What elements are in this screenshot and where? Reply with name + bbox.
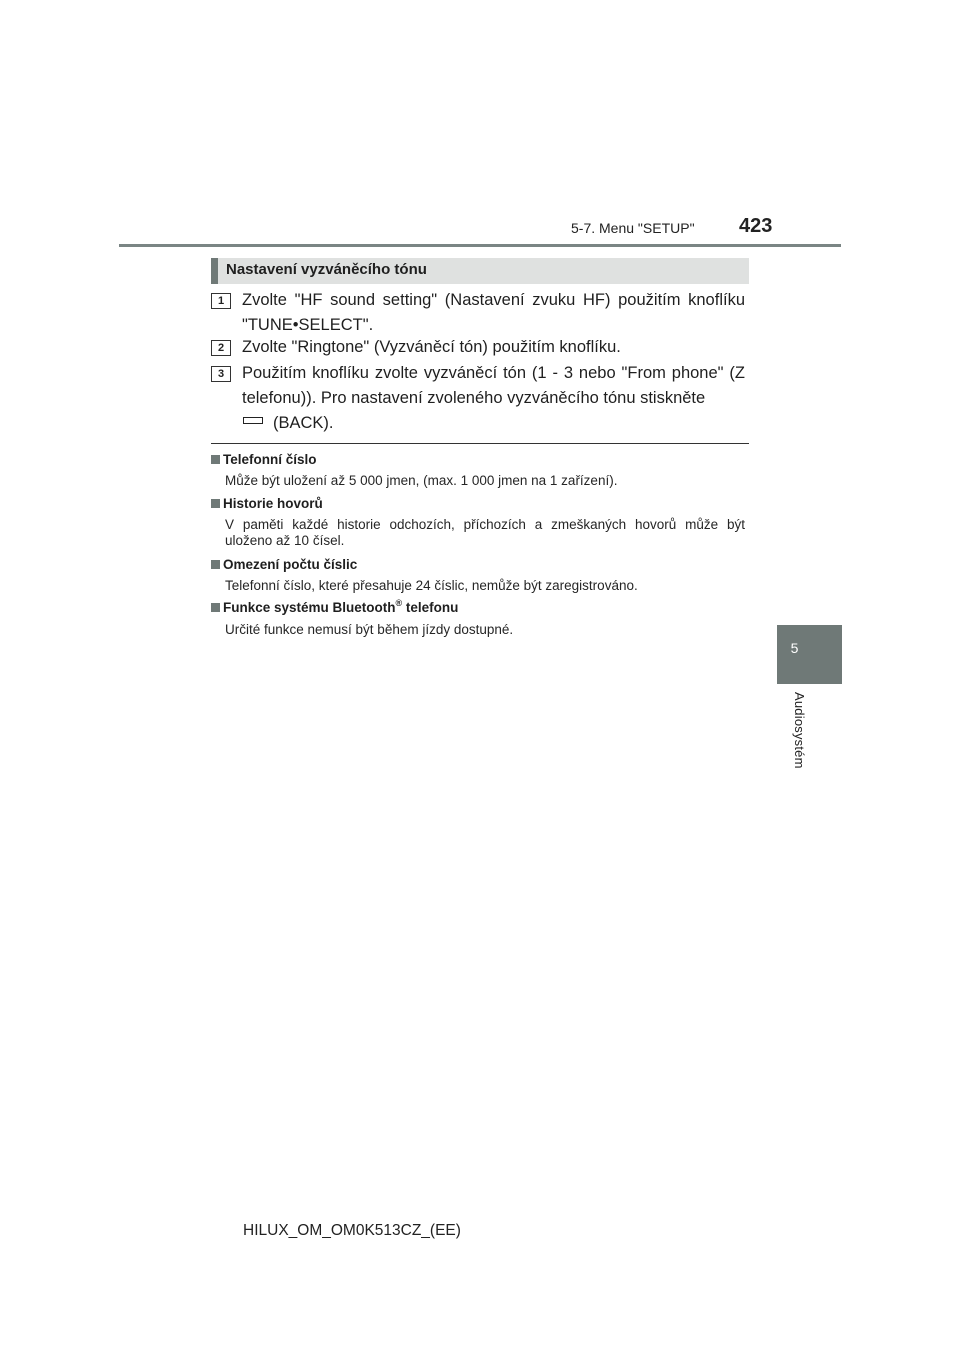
step-number-3: 3	[211, 366, 231, 382]
step-text-3	[242, 361, 745, 436]
square-bullet-icon	[211, 603, 220, 612]
step-text-2: Zvolte "Ringtone" (Vyzváněcí tón) použitím knoflíku.	[242, 338, 621, 356]
square-bullet-icon	[211, 560, 220, 569]
note-body-1: Může být uložení až 5 000 jmen, (max. 1 000 jmen na 1 zařízení).	[225, 473, 618, 488]
step-text-1: Zvolte "HF sound setting" (Nastavení zvuku HF) použitím knoflíku "TUNE•SELECT".	[242, 291, 745, 334]
back-button-icon	[243, 417, 263, 424]
step-number-2: 2	[211, 340, 231, 356]
section-divider	[211, 443, 749, 444]
step-text-3-main: Použitím knoflíku zvolte vyzváněcí tón (1 - 3 nebo "From phone" (Z telefonu)). Pro nastavení zvoleného vyzváněcího tónu stiskněte	[242, 364, 745, 407]
step-text-3-tail: (BACK).	[273, 414, 334, 432]
section-heading-text: Nastavení vyzváněcího tónu	[226, 261, 427, 278]
side-tab-number: 5	[790, 640, 799, 656]
chapter-label: 5-7. Menu "SETUP"	[571, 220, 695, 236]
step-number-1: 1	[211, 293, 231, 309]
square-bullet-icon	[211, 499, 220, 508]
note-title-1	[211, 452, 317, 467]
page-number: 423	[739, 215, 773, 237]
section-heading	[211, 258, 749, 284]
note-title-suffix: telefonu	[402, 600, 459, 615]
note-title-text: Funkce systému Bluetooth	[223, 600, 396, 615]
note-body-2: V paměti každé historie odchozích, příchozích a zmeškaných hovorů může být uloženo až 10 čísel.	[225, 517, 745, 548]
registered-mark: ®	[395, 598, 403, 608]
note-title-text: Telefonní číslo	[223, 452, 317, 467]
note-body-4: Určité funkce nemusí být během jízdy dostupné.	[225, 622, 514, 637]
note-title-text: Historie hovorů	[223, 496, 323, 511]
note-title-3	[211, 557, 357, 572]
note-title-text: Omezení počtu číslic	[223, 557, 358, 572]
document-code: HILUX_OM_OM0K513CZ_(EE)	[243, 1222, 461, 1239]
side-tab-label: Audiosystém	[792, 692, 807, 769]
note-title-2	[211, 496, 323, 511]
note-title-4	[211, 600, 458, 615]
note-body-3: Telefonní číslo, které přesahuje 24 číslic, nemůže být zaregistrováno.	[225, 578, 638, 593]
square-bullet-icon	[211, 455, 220, 464]
header-rule	[119, 244, 841, 247]
